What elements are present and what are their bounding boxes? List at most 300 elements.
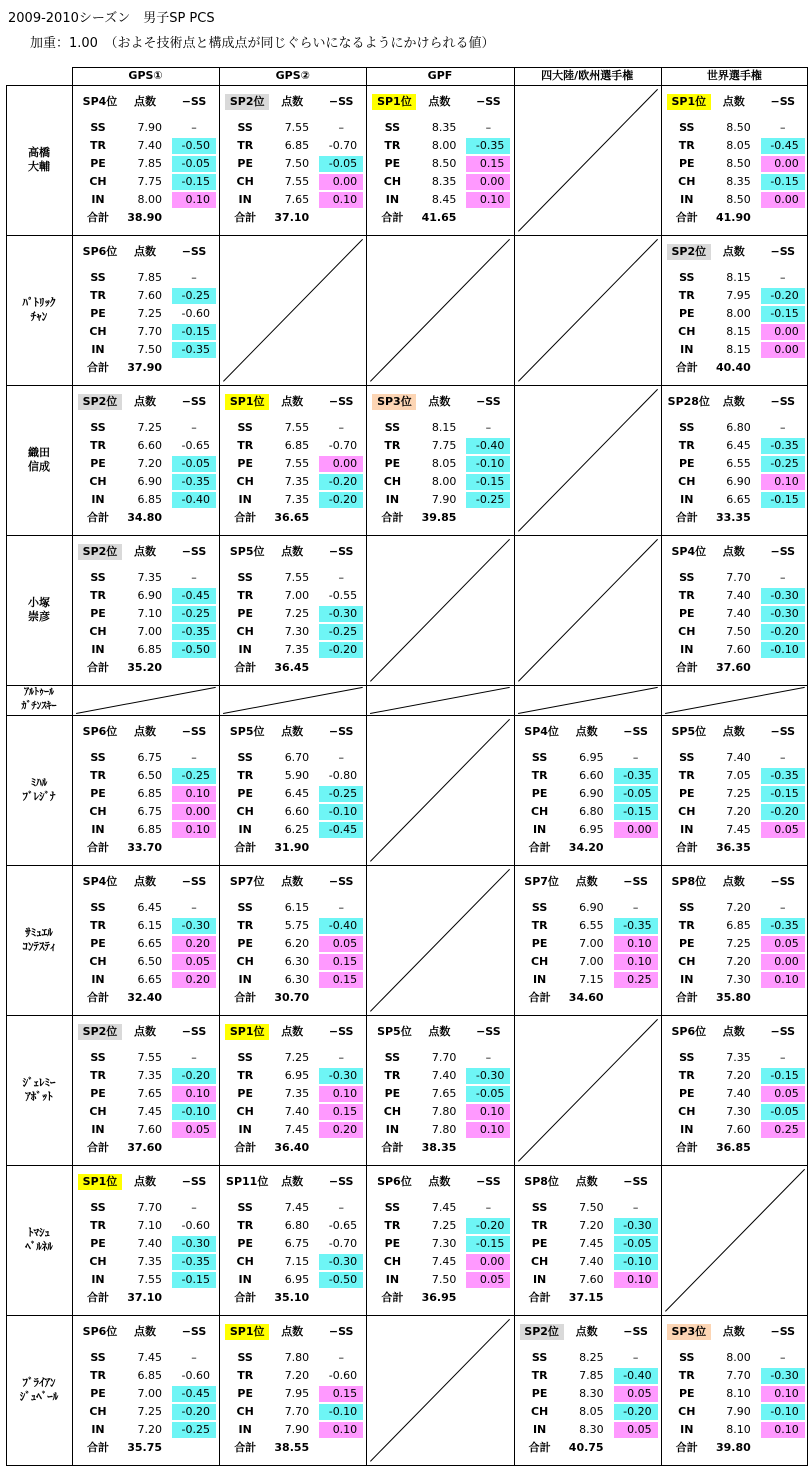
component-score: 6.30 [284, 973, 310, 986]
total-label: 合計 [381, 1141, 404, 1154]
component-label: SS [237, 1351, 253, 1364]
component-label: CH [89, 1105, 107, 1118]
component-score: 6.55 [579, 919, 604, 932]
component-score: 7.80 [431, 1123, 457, 1136]
component-diff: – [780, 1351, 786, 1364]
component-score: 7.25 [726, 787, 751, 800]
component-score: 7.80 [431, 1105, 457, 1118]
component-score: 7.65 [284, 193, 310, 206]
component-diff: -0.40 [172, 492, 216, 508]
rank-badge: SP8位 [524, 1175, 559, 1188]
component-score: 7.55 [284, 175, 310, 188]
component-label: TR [531, 1219, 548, 1232]
total-label: 合計 [87, 991, 109, 1004]
component-score: 6.75 [137, 805, 162, 818]
component-score: 8.00 [431, 475, 457, 488]
points-header: 点数 [575, 875, 598, 888]
component-label: TR [237, 139, 254, 152]
weight-note: 加重：1.00 （およそ技術点と構成点が同じぐらいになるようにかけられる値） [30, 36, 495, 51]
empty-slash [370, 719, 510, 862]
component-score: 8.10 [726, 1423, 751, 1436]
rank-badge: SP4位 [82, 95, 118, 108]
component-label: IN [238, 1423, 252, 1436]
component-diff: – [191, 1051, 197, 1064]
component-label: CH [678, 475, 696, 488]
component-diff: 0.00 [761, 342, 805, 358]
component-score: 7.70 [137, 325, 162, 338]
event-header-4: 世界選手権 [706, 69, 762, 82]
component-label: IN [91, 343, 105, 356]
total-label: 合計 [675, 1441, 698, 1454]
component-diff: 0.10 [761, 1386, 805, 1402]
rank-badge: SP2位 [78, 544, 122, 560]
component-diff: -0.30 [761, 1368, 805, 1384]
component-score: 6.85 [284, 139, 310, 152]
component-diff: 0.10 [761, 474, 805, 490]
empty-slash [370, 239, 510, 382]
diff-header: −SS [181, 245, 207, 258]
component-diff: -0.15 [761, 492, 805, 508]
component-diff: – [780, 751, 786, 764]
component-score: 7.30 [431, 1237, 457, 1250]
rank-badge: SP1位 [78, 1174, 122, 1190]
points-header: 点数 [722, 725, 745, 738]
component-score: 8.35 [431, 121, 457, 134]
component-label: TR [90, 1369, 106, 1382]
component-label: PE [237, 1237, 253, 1250]
total-label: 合計 [87, 841, 109, 854]
component-label: TR [237, 1369, 254, 1382]
component-score: 7.30 [726, 1105, 751, 1118]
component-diff: -0.60 [328, 1369, 358, 1382]
component-diff: -0.15 [172, 1272, 216, 1288]
points-header: 点数 [281, 1175, 304, 1188]
component-label: TR [678, 769, 695, 782]
rank-badge: SP4位 [82, 875, 118, 888]
component-label: PE [90, 157, 106, 170]
empty-slash [665, 687, 804, 714]
component-score: 7.35 [284, 643, 310, 656]
component-label: TR [678, 439, 695, 452]
diff-header: −SS [328, 1325, 354, 1338]
component-label: CH [383, 1105, 402, 1118]
component-diff: -0.35 [172, 342, 216, 358]
diff-header: −SS [770, 245, 796, 258]
component-label: SS [90, 1201, 106, 1214]
component-diff: -0.35 [172, 1254, 216, 1270]
points-header: 点数 [722, 1325, 745, 1338]
total-label: 合計 [234, 211, 257, 224]
component-score: 7.40 [137, 1237, 162, 1250]
component-label: TR [678, 289, 695, 302]
component-label: PE [384, 1087, 401, 1100]
component-label: SS [237, 571, 253, 584]
component-score: 7.70 [726, 1369, 751, 1382]
points-header: 点数 [722, 245, 745, 258]
grid-line [6, 535, 808, 536]
component-score: 6.85 [137, 1369, 162, 1382]
component-score: 7.85 [137, 271, 162, 284]
component-score: 8.35 [431, 175, 457, 188]
component-score: 7.10 [137, 607, 162, 620]
component-diff: – [191, 571, 197, 584]
component-label: SS [679, 121, 695, 134]
component-diff: 0.00 [172, 804, 216, 820]
component-diff: 0.10 [761, 972, 805, 988]
component-diff: -0.45 [319, 822, 363, 838]
total-label: 合計 [675, 211, 698, 224]
component-diff: -0.65 [328, 1219, 358, 1232]
component-score: 6.60 [284, 805, 310, 818]
component-score: 6.70 [284, 751, 310, 764]
skater-name: 小塚 崇彦 [28, 596, 50, 623]
component-diff: -0.25 [761, 456, 805, 472]
rank-badge: SP2位 [225, 94, 269, 110]
component-diff: -0.35 [466, 138, 510, 154]
component-score: 7.20 [726, 805, 751, 818]
component-label: SS [531, 1201, 548, 1214]
component-diff: – [485, 121, 492, 134]
pcs-table [6, 67, 808, 1467]
component-score: 7.50 [284, 157, 310, 170]
diff-header: −SS [181, 545, 207, 558]
component-score: 7.55 [284, 121, 310, 134]
diff-header: −SS [770, 1025, 796, 1038]
empty-slash [518, 389, 658, 532]
component-score: 7.90 [431, 493, 457, 506]
diff-header: −SS [328, 725, 354, 738]
component-label: SS [679, 1351, 695, 1364]
component-diff: – [780, 571, 786, 584]
component-label: PE [90, 1237, 106, 1250]
component-score: 6.45 [284, 787, 310, 800]
component-diff: 0.10 [466, 192, 510, 208]
component-score: 7.25 [137, 1405, 162, 1418]
component-score: 7.95 [726, 289, 751, 302]
component-label: SS [90, 121, 106, 134]
component-diff: 0.10 [466, 1104, 510, 1120]
event-header-1: GPS② [275, 69, 310, 82]
component-diff: -0.10 [172, 1104, 216, 1120]
component-label: CH [89, 625, 107, 638]
points-header: 点数 [134, 1025, 156, 1038]
total-label: 合計 [381, 211, 404, 224]
component-diff: – [338, 1351, 344, 1364]
total-score: 35.80 [716, 991, 751, 1004]
component-score: 7.00 [579, 955, 604, 968]
diff-header: −SS [181, 395, 207, 408]
component-diff: 0.15 [319, 954, 363, 970]
component-score: 7.55 [284, 571, 310, 584]
total-label: 合計 [87, 1291, 109, 1304]
component-score: 7.55 [284, 421, 310, 434]
component-score: 6.90 [137, 589, 162, 602]
component-diff: -0.25 [319, 786, 363, 802]
total-score: 31.90 [274, 841, 310, 854]
component-score: 7.20 [284, 1369, 310, 1382]
rank-badge: SP6位 [82, 245, 118, 258]
component-label: PE [531, 1237, 548, 1250]
component-diff: -0.20 [172, 1404, 216, 1420]
component-label: PE [90, 307, 106, 320]
total-label: 合計 [675, 361, 698, 374]
component-label: SS [90, 751, 106, 764]
points-header: 点数 [575, 725, 598, 738]
grid-line [6, 1315, 808, 1316]
rank-badge: SP6位 [377, 1175, 412, 1188]
component-score: 8.05 [579, 1405, 604, 1418]
diff-header: −SS [770, 545, 796, 558]
component-score: 8.45 [431, 193, 457, 206]
component-diff: -0.10 [466, 456, 510, 472]
component-diff: 0.05 [614, 1386, 658, 1402]
component-score: 8.50 [726, 193, 751, 206]
empty-slash [223, 687, 362, 714]
component-score: 6.85 [137, 787, 162, 800]
total-score: 35.20 [127, 661, 162, 674]
component-score: 7.65 [431, 1087, 457, 1100]
component-score: 8.00 [137, 193, 162, 206]
grid-line [6, 715, 808, 716]
component-score: 7.70 [431, 1051, 457, 1064]
component-score: 7.40 [431, 1069, 457, 1082]
total-label: 合計 [234, 991, 257, 1004]
component-label: SS [679, 271, 695, 284]
component-label: TR [678, 589, 695, 602]
component-diff: -0.20 [614, 1404, 658, 1420]
component-score: 7.45 [284, 1123, 310, 1136]
component-score: 6.80 [579, 805, 604, 818]
component-diff: – [191, 271, 197, 284]
component-label: CH [236, 625, 254, 638]
component-diff: 0.15 [319, 1104, 363, 1120]
component-score: 7.35 [137, 1069, 162, 1082]
component-diff: – [338, 1201, 344, 1214]
points-header: 点数 [722, 1025, 745, 1038]
component-score: 5.90 [284, 769, 310, 782]
component-diff: -0.20 [761, 624, 805, 640]
skater-name: ﾐﾊﾙ ﾌﾞﾚｼﾞﾅ [22, 776, 56, 803]
component-score: 7.30 [284, 625, 310, 638]
rank-badge: SP6位 [82, 1325, 118, 1338]
component-diff: 0.05 [466, 1272, 510, 1288]
component-label: CH [383, 175, 402, 188]
component-score: 7.40 [726, 589, 751, 602]
component-label: IN [532, 823, 547, 836]
component-score: 7.30 [726, 973, 751, 986]
component-label: IN [238, 973, 252, 986]
component-label: IN [238, 1123, 252, 1136]
grid-line [661, 67, 662, 1466]
points-header: 点数 [281, 95, 304, 108]
component-diff: -0.60 [181, 307, 210, 320]
component-diff: -0.35 [614, 918, 658, 934]
empty-slash [518, 89, 658, 232]
component-label: IN [238, 643, 252, 656]
component-score: 6.90 [579, 787, 604, 800]
component-score: 7.70 [137, 1201, 162, 1214]
component-score: 6.95 [284, 1273, 310, 1286]
component-label: IN [91, 1423, 105, 1436]
component-score: 8.00 [726, 1351, 751, 1364]
component-score: 6.80 [726, 421, 751, 434]
component-label: PE [384, 157, 401, 170]
component-label: SS [531, 901, 548, 914]
diff-header: −SS [328, 1025, 354, 1038]
component-score: 7.25 [137, 307, 162, 320]
component-score: 6.15 [137, 919, 162, 932]
component-score: 7.40 [284, 1105, 310, 1118]
total-score: 37.10 [127, 1291, 162, 1304]
component-label: TR [90, 769, 106, 782]
component-score: 8.00 [726, 307, 751, 320]
rank-badge: SP5位 [377, 1025, 412, 1038]
total-label: 合計 [234, 511, 257, 524]
total-score: 36.35 [716, 841, 751, 854]
component-score: 7.25 [726, 937, 751, 950]
component-diff: 0.00 [761, 156, 805, 172]
component-score: 7.00 [137, 1387, 162, 1400]
component-diff: 0.20 [319, 1122, 363, 1138]
component-label: SS [679, 901, 695, 914]
component-label: CH [89, 805, 107, 818]
component-score: 7.05 [726, 769, 751, 782]
component-label: TR [237, 919, 254, 932]
total-label: 合計 [528, 991, 551, 1004]
component-label: IN [91, 643, 105, 656]
component-score: 6.55 [726, 457, 751, 470]
component-label: PE [531, 937, 548, 950]
component-label: CH [89, 475, 107, 488]
skater-name: ｼﾞｪﾚﾐｰ ｱﾎﾞｯﾄ [22, 1076, 56, 1103]
component-label: SS [531, 1351, 548, 1364]
points-header: 点数 [722, 95, 745, 108]
component-score: 7.55 [137, 1051, 162, 1064]
component-label: TR [531, 1369, 548, 1382]
total-score: 36.85 [716, 1141, 751, 1154]
points-header: 点数 [134, 1325, 156, 1338]
component-diff: -0.30 [172, 918, 216, 934]
component-score: 7.35 [726, 1051, 751, 1064]
component-diff: – [780, 421, 786, 434]
rank-badge: SP1位 [225, 1324, 269, 1340]
component-diff: – [338, 751, 344, 764]
component-label: IN [532, 1423, 547, 1436]
component-score: 8.05 [726, 139, 751, 152]
component-label: TR [678, 1069, 695, 1082]
component-diff: – [780, 121, 786, 134]
component-diff: -0.50 [172, 138, 216, 154]
component-score: 7.60 [137, 289, 162, 302]
rank-badge: SP2位 [78, 394, 122, 410]
diff-header: −SS [181, 1025, 207, 1038]
component-label: PE [237, 607, 253, 620]
component-diff: -0.25 [319, 624, 363, 640]
component-diff: -0.35 [172, 474, 216, 490]
component-score: 6.20 [284, 937, 310, 950]
total-score: 37.15 [568, 1291, 604, 1304]
diff-header: −SS [181, 725, 207, 738]
component-label: IN [680, 1123, 694, 1136]
component-diff: -0.55 [328, 589, 358, 602]
component-label: CH [89, 955, 107, 968]
component-score: 7.45 [284, 1201, 310, 1214]
component-label: TR [678, 1369, 695, 1382]
component-label: CH [678, 955, 696, 968]
component-diff: – [780, 1051, 786, 1064]
points-header: 点数 [281, 875, 304, 888]
component-score: 6.90 [137, 475, 162, 488]
component-score: 6.45 [726, 439, 751, 452]
component-score: 5.75 [284, 919, 310, 932]
component-diff: -0.05 [172, 456, 216, 472]
component-label: CH [530, 1255, 549, 1268]
component-label: IN [91, 973, 105, 986]
rank-badge: SP5位 [671, 725, 707, 738]
diff-header: −SS [770, 1325, 796, 1338]
points-header: 点数 [575, 1325, 598, 1338]
component-label: CH [236, 175, 254, 188]
component-label: SS [384, 1051, 401, 1064]
empty-slash [518, 239, 658, 382]
component-label: TR [90, 439, 106, 452]
diff-header: −SS [328, 545, 354, 558]
component-label: SS [90, 1051, 106, 1064]
rank-badge: SP2位 [78, 1024, 122, 1040]
component-label: IN [680, 643, 694, 656]
component-label: PE [90, 1087, 106, 1100]
component-diff: – [191, 901, 197, 914]
component-score: 7.25 [137, 421, 162, 434]
component-diff: -0.80 [328, 769, 358, 782]
total-score: 34.20 [568, 841, 604, 854]
component-label: TR [384, 1069, 401, 1082]
component-label: PE [679, 1087, 695, 1100]
component-label: IN [680, 973, 694, 986]
component-diff: 0.00 [761, 954, 805, 970]
total-label: 合計 [87, 1441, 109, 1454]
component-score: 7.60 [137, 1123, 162, 1136]
points-header: 点数 [428, 95, 451, 108]
component-diff: 0.05 [614, 1422, 658, 1438]
component-score: 7.80 [284, 1351, 310, 1364]
diff-header: −SS [623, 1325, 648, 1338]
component-label: SS [90, 571, 106, 584]
total-label: 合計 [234, 1441, 257, 1454]
component-diff: -0.40 [319, 918, 363, 934]
component-score: 7.35 [284, 493, 310, 506]
component-score: 7.75 [137, 175, 162, 188]
component-score: 7.20 [137, 457, 162, 470]
component-label: SS [679, 571, 695, 584]
total-score: 33.35 [716, 511, 751, 524]
grid-line [366, 67, 367, 1466]
diff-header: −SS [623, 725, 648, 738]
component-diff: 0.10 [614, 954, 658, 970]
component-diff: 0.10 [614, 1272, 658, 1288]
points-header: 点数 [134, 545, 156, 558]
component-label: PE [237, 1087, 253, 1100]
diff-header: −SS [770, 395, 796, 408]
diff-header: −SS [623, 1175, 648, 1188]
component-label: CH [383, 1255, 402, 1268]
component-label: TR [237, 589, 254, 602]
component-diff: -0.10 [761, 642, 805, 658]
component-label: TR [678, 139, 695, 152]
component-label: PE [384, 1237, 401, 1250]
component-diff: -0.05 [614, 1236, 658, 1252]
component-label: IN [680, 493, 694, 506]
